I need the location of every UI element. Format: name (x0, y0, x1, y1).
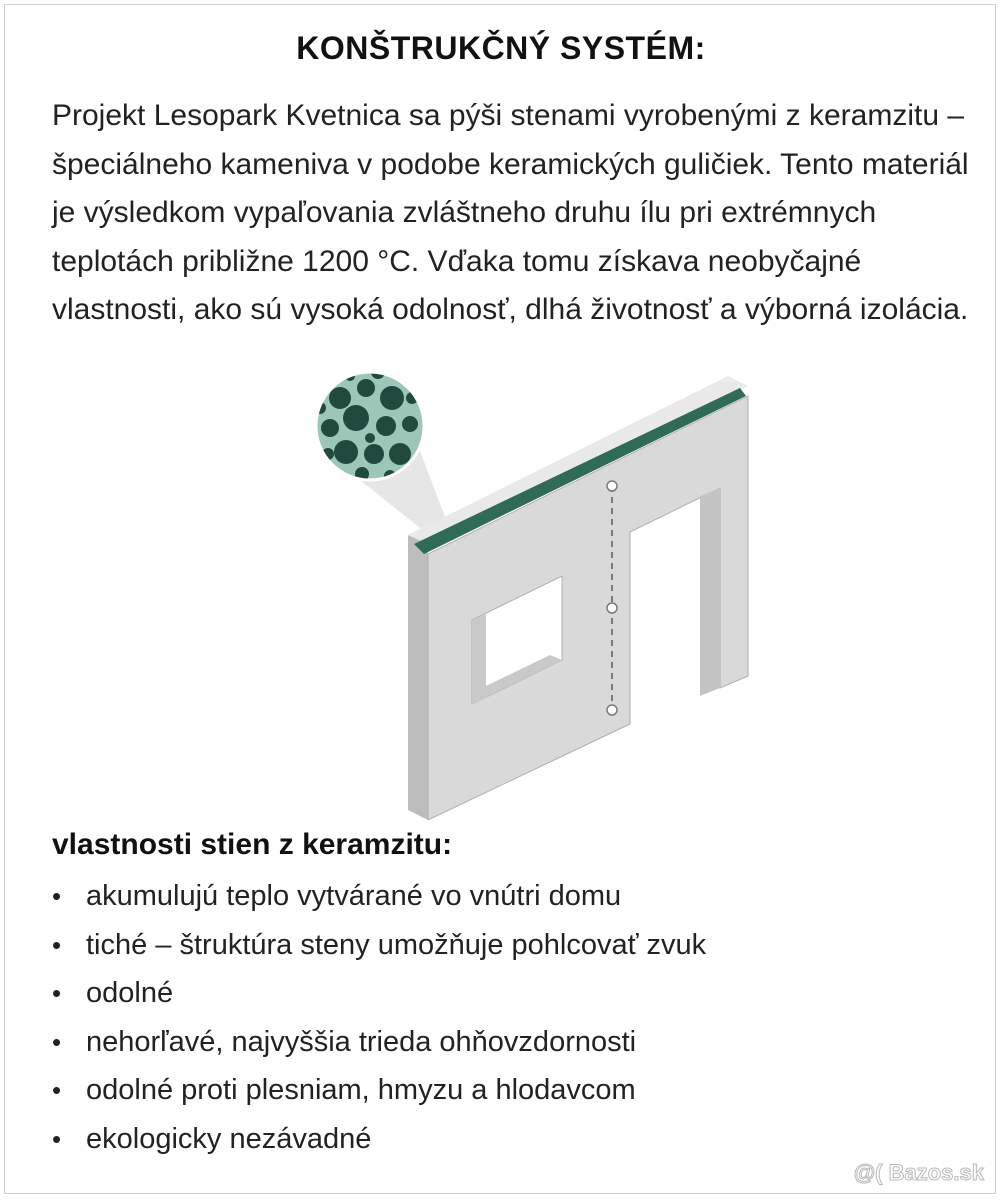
bullet-icon: • (52, 1123, 62, 1154)
door-jamb (700, 488, 720, 696)
list-item: • odolné (52, 969, 706, 1018)
intro-paragraph: Projekt Lesopark Kvetnica sa pýši stenami vyrobenými z keramzitu – špeciálneho kameniva v podobe keramických guličiek. Tento materiál je výsledkom vypaľovania zvláštneho druhu ílu pri extrémnych teplotách približne 1200 °C. Vďaka tomu získava neobyčajné vlastnosti, ako sú vysoká odolnosť, dlhá životnosť a výborná izolácia. (52, 99, 969, 326)
anchor-point (607, 603, 617, 613)
anchor-point (607, 705, 617, 715)
keramzit-wall-illustration (300, 358, 760, 820)
list-item: • ekologicky nezávadné (52, 1115, 706, 1164)
list-item: • akumulujú teplo vytvárané vo vnútri domu (52, 872, 706, 921)
wall-side (408, 535, 428, 820)
list-item: • nehorľavé, najvyššia trieda ohňovzdornosti (52, 1018, 706, 1067)
anchor-point (607, 481, 617, 491)
page-heading: KONŠTRUKČNÝ SYSTÉM: (296, 30, 706, 66)
properties-title: vlastnosti stien z keramzitu: (52, 828, 453, 861)
bullet-icon: • (52, 929, 62, 960)
list-item: • odolné proti plesniam, hmyzu a hlodavcom (52, 1066, 706, 1115)
bullet-icon: • (52, 1026, 62, 1057)
bullet-icon: • (52, 881, 62, 911)
properties-list (52, 872, 706, 1164)
bullet-icon: • (52, 1075, 62, 1106)
list-item: • tiché – štruktúra steny umožňuje pohlcovať zvuk (52, 921, 706, 970)
bazos-watermark: @( Bazos.sk (853, 1160, 984, 1185)
bullet-icon: • (52, 978, 62, 1009)
